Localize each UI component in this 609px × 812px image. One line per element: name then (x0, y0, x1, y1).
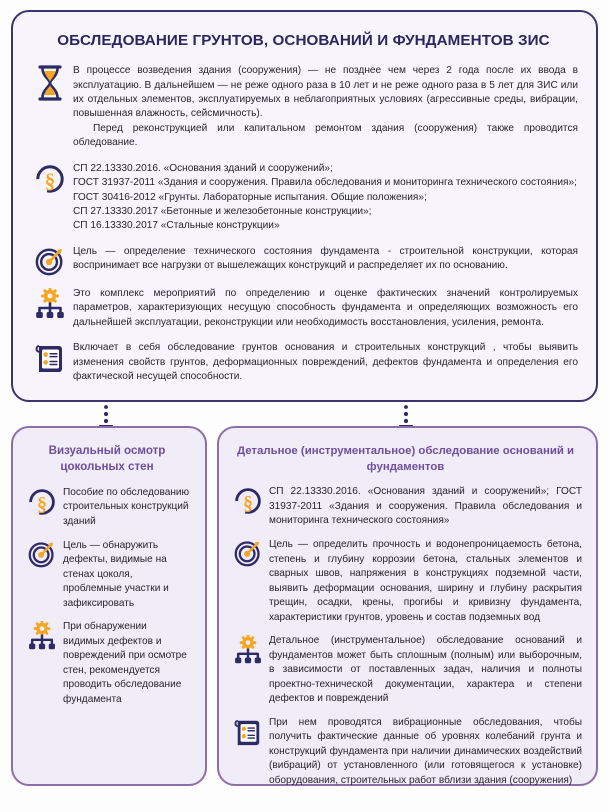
includes-text: Включает в себя обследование грунтов основания и строительных конструкций , чтобы выявить изменения свойств грунтов, деформационных повреждений, дефектов фундамента и определения его фактической несущей способности. (73, 342, 578, 382)
standards-list (73, 162, 580, 234)
standard-line: СП 22.13330.2016. «Основания зданий и сооружений»; (73, 162, 333, 174)
target-arrow-icon (21, 539, 63, 568)
visual-row-goal (21, 539, 193, 612)
target-arrow-icon (27, 245, 73, 276)
page-title (27, 31, 580, 51)
detailed-row-vibration (227, 716, 584, 789)
visual-inspection-title (21, 443, 193, 476)
timing-text (73, 64, 580, 151)
timing-paragraph-1: В процессе возведения здания (сооружения) — не позднее чем через 2 года после их ввода в эксплуатацию. В дальнейшем — не реже одного раза в 10 лет и не реже одного раза в 5 лет для ЗИС или их отдельных элементов, эксплуатируемых в неблагоприятных условиях (агрессивные среды, вибрации, повышенная влажность, сейсмичность). (73, 65, 578, 120)
detailed-goal-text: Цель — определить прочность и водонепроницаемость бетона, степень и глубину коррозии бетона, стальных элементов и сварных швов, напряжения в конструкциях подземной части, выявить деформации основания, ширину и глубину раскрытия трещин, осадки, крены, прогибы и кривизну фундамента, характеристики грунтов, уровень и состав подземных вод (269, 538, 582, 623)
detailed-inspection-column (217, 426, 598, 786)
page-title-line-1: ОБСЛЕДОВАНИЕ ГРУНТОВ, ОСНОВАНИЙ (57, 32, 373, 49)
info-row-timing (27, 64, 580, 151)
hourglass-icon (27, 64, 73, 101)
paragraph-law-icon (27, 162, 73, 195)
visual-title-line-2: цокольных стен (60, 460, 154, 474)
info-row-measures (27, 287, 580, 330)
detailed-scope-text: Детальное (инструментальное) обследование оснований и фундаментов может быть сплошным (полным) или выборочным, в зависимости от поставленных задач, наличия и полноты проектно-технической документации, характера и степени дефектов и повреждений (269, 635, 582, 705)
timing-paragraph-2: Перед реконструкцией или капитальном ремонтом здания (сооружения) также проводится обледование. (73, 122, 578, 149)
gear-hierarchy-icon (227, 634, 269, 667)
paragraph-law-icon (21, 486, 63, 517)
detailed-inspection-title (227, 443, 584, 475)
info-row-includes (27, 341, 580, 384)
svg-text:§: § (37, 494, 47, 516)
page-title-line-2: И ФУНДАМЕНТОВ ЗИС (377, 32, 550, 49)
detailed-vibration-text: При нем проводятся вибрационные обследования, чтобы получить фактические данные об уровнях колебаний грунта и конструкций фундамента при наличии динамических воздействий (вибраций) от установленного (или готовящегося к установке) оборудования, строительных работ вблизи здания (сооружения) (269, 716, 582, 786)
gear-hierarchy-icon (21, 620, 63, 653)
visual-row-manual (21, 486, 193, 530)
main-overview-card (11, 10, 598, 402)
detailed-title-line-2: оснований и фундаментов (366, 445, 575, 474)
info-row-goal (27, 245, 580, 276)
detailed-standards-text: СП 22.13330.2016. «Основания зданий и сооружений»; ГОСТ 31937-2011 «Здания и сооружения. Правила обследования и мониторинга технического состояния» (269, 486, 582, 527)
gear-hierarchy-icon (27, 287, 73, 322)
paragraph-law-icon (227, 485, 269, 516)
detailed-inspection-card (217, 426, 598, 786)
inspection-types-section (11, 426, 598, 786)
target-arrow-icon (227, 538, 269, 567)
detailed-row-goal (227, 538, 584, 625)
visual-manual-text: Пособие по обследованию строительных конструкций зданий (63, 486, 190, 527)
scroll-list-icon (27, 341, 73, 374)
visual-row-recommendation (21, 620, 193, 707)
visual-title-line-1: Визуальный осмотр (48, 444, 166, 457)
goal-text: Цель — определение технического состояния фундамента - строительной конструкции, которая воспринимает все нагрузки от вышележащих конструкций и распределяет их по основанию. (73, 245, 578, 272)
measures-text: Это комплекс мероприятий по определению и оценке фактических значений контролируемых параметров, характеризующих несущую способность фундамента и определяющих возможность его дальнейшей эксплуатации, реконструкции или необходимость восстановления, усиления, ремонта. (73, 287, 578, 328)
detailed-row-scope (227, 634, 584, 707)
standard-line: СП 16.13330.2017 «Стальные конструкции» (73, 220, 280, 232)
detailed-title-line-1: Детальное (инструментальное) обследование (236, 445, 500, 457)
visual-recommendation-text: При обнаружении видимых дефектов и повреждений при осмотре стен, рекомендуется проводить обследование фундамента (63, 621, 187, 705)
visual-inspection-card (11, 426, 207, 786)
detailed-row-standards (227, 485, 584, 529)
visual-inspection-column (11, 426, 207, 786)
svg-text:§: § (243, 493, 253, 515)
visual-goal-text: Цель — обнаружить дефекты, видимые на стенах цоколя, проблемные участки и зафиксировать (63, 539, 169, 609)
standard-line: ГОСТ 31937-2011 «Здания и сооружения. Правила обследования и мониторинга технического состояния»; (73, 177, 577, 189)
standard-line: СП 27.13330.2017 «Бетонные и железобетонные конструкции»; (73, 206, 372, 218)
standard-line: ГОСТ 30416-2012 «Грунты. Лабораторные испытания. Общие положения»; (73, 191, 427, 203)
scroll-list-icon (227, 716, 269, 747)
svg-text:§: § (44, 168, 56, 193)
info-row-standards (27, 162, 580, 234)
